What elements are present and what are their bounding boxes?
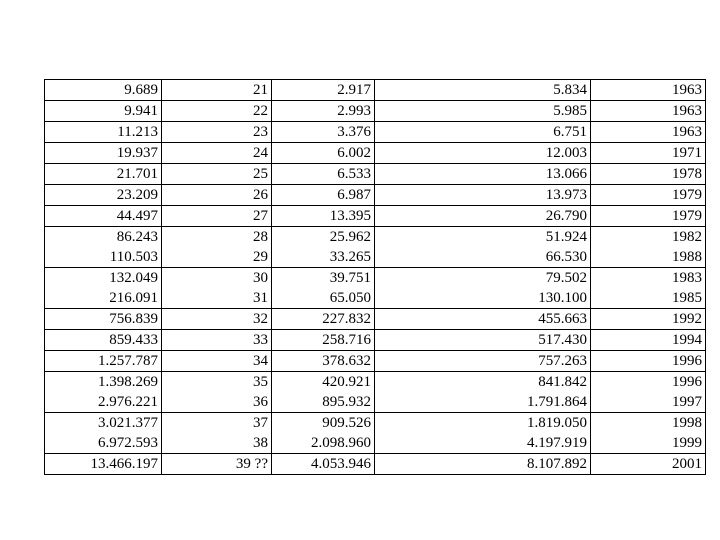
table-cell-col-1-value — [45, 309, 162, 330]
table-cell-col-2-exponent — [162, 454, 272, 475]
table-cell-col-4-value — [375, 454, 591, 475]
cell-text: 32 — [253, 311, 268, 327]
cell-text: 26 — [253, 187, 268, 203]
table-cell-col-3-value — [272, 185, 375, 206]
cell-text: 1978 — [672, 166, 702, 182]
cell-text: 3.376 — [337, 124, 371, 140]
cell-text: 9.941 — [124, 103, 158, 119]
table-cell-col-4-value — [375, 330, 591, 351]
table-row — [45, 80, 706, 101]
table-cell-col-5-year — [591, 309, 706, 330]
cell-text: 6.987 — [337, 187, 371, 203]
table-cell-col-4-value — [375, 351, 591, 372]
cell-text: 9.689 — [124, 82, 158, 98]
table-cell-col-3-value — [272, 309, 375, 330]
cell-text: 1994 — [672, 332, 702, 348]
cell-text: 909.526 — [322, 415, 371, 431]
table-cell-col-5-year — [591, 164, 706, 185]
cell-text: 13.066 — [545, 166, 587, 182]
table-cell-col-3-value — [272, 80, 375, 101]
table-row — [45, 454, 706, 475]
cell-text: 1983 — [672, 270, 702, 286]
cell-text: 5.834 — [553, 82, 587, 98]
table-cell-col-4-value — [375, 80, 591, 101]
cell-text: 34 — [253, 353, 268, 369]
table-cell-col-1-value — [45, 351, 162, 372]
table-cell-col-3-value — [272, 101, 375, 122]
table-cell-col-4-value — [375, 227, 591, 268]
cell-text: 1979 — [672, 208, 702, 224]
cell-text: 258.716 — [322, 332, 371, 348]
table-cell-col-3-value — [272, 164, 375, 185]
table-cell-col-5-year — [591, 330, 706, 351]
cell-text: 21 — [253, 82, 268, 98]
table-cell-col-2-exponent — [162, 372, 272, 413]
table-cell-col-2-exponent — [162, 268, 272, 309]
table-cell-col-2-exponent — [162, 309, 272, 330]
table-cell-col-4-value — [375, 268, 591, 309]
table-cell-col-3-value — [272, 206, 375, 227]
table-cell-col-1-value — [45, 80, 162, 101]
cell-text: 1.819.050 — [527, 415, 587, 431]
table-cell-col-4-value — [375, 309, 591, 330]
table-cell-col-1-value — [45, 268, 162, 309]
cell-text: 1998 — [672, 415, 702, 431]
cell-text: 1.791.864 — [527, 394, 587, 410]
cell-text: 6.002 — [337, 145, 371, 161]
table-cell-col-2-exponent — [162, 185, 272, 206]
table-row — [45, 164, 706, 185]
cell-text: 51.924 — [545, 229, 587, 245]
cell-text: 13.395 — [329, 208, 371, 224]
table-cell-col-2-exponent — [162, 101, 272, 122]
cell-text: 27 — [253, 208, 268, 224]
table-cell-col-1-value — [45, 372, 162, 413]
table-cell-col-1-value — [45, 122, 162, 143]
cell-text: 1963 — [672, 124, 702, 140]
cell-text: 1982 — [672, 229, 702, 245]
table-cell-col-3-value — [272, 330, 375, 351]
cell-text: 28 — [253, 229, 268, 245]
table-row — [45, 413, 706, 454]
table-cell-col-5-year — [591, 122, 706, 143]
table-row — [45, 268, 706, 309]
cell-text: 455.663 — [538, 311, 587, 327]
table-row — [45, 227, 706, 268]
cell-text: 1996 — [672, 374, 702, 390]
table-cell-col-2-exponent — [162, 143, 272, 164]
table-cell-col-3-value — [272, 454, 375, 475]
table-cell-col-5-year — [591, 268, 706, 309]
cell-text: 3.021.377 — [98, 415, 158, 431]
table-cell-col-3-value — [272, 122, 375, 143]
cell-text: 2.098.960 — [311, 435, 371, 451]
cell-text: 24 — [253, 145, 268, 161]
cell-text: 420.921 — [322, 374, 371, 390]
table-row — [45, 372, 706, 413]
table-cell-col-2-exponent — [162, 413, 272, 454]
table-row — [45, 206, 706, 227]
cell-text: 29 — [253, 249, 268, 265]
cell-text: 4.197.919 — [527, 435, 587, 451]
cell-text: 8.107.892 — [527, 456, 587, 472]
cell-text: 2.917 — [337, 82, 371, 98]
cell-text: 1979 — [672, 187, 702, 203]
table-cell-col-2-exponent — [162, 351, 272, 372]
table-row — [45, 351, 706, 372]
table-cell-col-5-year — [591, 413, 706, 454]
cell-text: 35 — [253, 374, 268, 390]
cell-text: 859.433 — [109, 332, 158, 348]
cell-text: 33 — [253, 332, 268, 348]
cell-text: 841.842 — [538, 374, 587, 390]
cell-text: 31 — [253, 290, 268, 306]
cell-text: 2001 — [672, 456, 702, 472]
table-row — [45, 143, 706, 164]
table-cell-col-2-exponent — [162, 206, 272, 227]
cell-text: 1971 — [672, 145, 702, 161]
table-body — [45, 80, 706, 475]
cell-text: 1999 — [672, 435, 702, 451]
table-cell-col-4-value — [375, 122, 591, 143]
cell-text: 23 — [253, 124, 268, 140]
cell-text: 33.265 — [329, 249, 371, 265]
table-row — [45, 101, 706, 122]
cell-text: 25.962 — [329, 229, 371, 245]
cell-text: 65.050 — [329, 290, 371, 306]
cell-text: 79.502 — [545, 270, 587, 286]
table-cell-col-1-value — [45, 454, 162, 475]
cell-text: 5.985 — [553, 103, 587, 119]
table-cell-col-5-year — [591, 351, 706, 372]
table-row — [45, 122, 706, 143]
table-cell-col-4-value — [375, 206, 591, 227]
cell-text: 22 — [253, 103, 268, 119]
cell-text: 378.632 — [322, 353, 371, 369]
table-cell-col-2-exponent — [162, 330, 272, 351]
cell-text: 1988 — [672, 249, 702, 265]
cell-text: 25 — [253, 166, 268, 182]
cell-text: 1963 — [672, 82, 702, 98]
cell-text: 2.993 — [337, 103, 371, 119]
cell-text: 19.937 — [116, 145, 158, 161]
table-cell-col-4-value — [375, 185, 591, 206]
table-cell-col-2-exponent — [162, 227, 272, 268]
cell-text: 1.257.787 — [98, 353, 158, 369]
table-cell-col-1-value — [45, 413, 162, 454]
cell-text: 37 — [253, 415, 268, 431]
table-cell-col-3-value — [272, 372, 375, 413]
cell-text: 130.100 — [538, 290, 587, 306]
cell-text: 216.091 — [109, 290, 158, 306]
cell-text: 6.751 — [553, 124, 587, 140]
table-cell-col-2-exponent — [162, 80, 272, 101]
table-row — [45, 185, 706, 206]
table-cell-col-5-year — [591, 227, 706, 268]
cell-text: 132.049 — [109, 270, 158, 286]
table-cell-col-3-value — [272, 227, 375, 268]
table-cell-col-1-value — [45, 143, 162, 164]
table-cell-col-5-year — [591, 206, 706, 227]
data-table — [44, 79, 706, 475]
table-cell-col-4-value — [375, 164, 591, 185]
table-cell-col-5-year — [591, 372, 706, 413]
table-cell-col-3-value — [272, 268, 375, 309]
cell-text: 86.243 — [116, 229, 158, 245]
table-row — [45, 309, 706, 330]
table-cell-col-1-value — [45, 330, 162, 351]
table-cell-col-1-value — [45, 101, 162, 122]
table-cell-col-1-value — [45, 185, 162, 206]
cell-text: 895.932 — [322, 394, 371, 410]
cell-text: 6.533 — [337, 166, 371, 182]
cell-text: 36 — [253, 394, 268, 410]
cell-text: 1992 — [672, 311, 702, 327]
table-cell-col-5-year — [591, 101, 706, 122]
cell-text: 44.497 — [116, 208, 158, 224]
cell-text: 756.839 — [109, 311, 158, 327]
table-cell-col-5-year — [591, 80, 706, 101]
cell-text: 2.976.221 — [98, 394, 158, 410]
cell-text: 66.530 — [545, 249, 587, 265]
table-cell-col-4-value — [375, 372, 591, 413]
cell-text: 110.503 — [109, 249, 158, 265]
cell-text: 13.973 — [545, 187, 587, 203]
table-cell-col-3-value — [272, 413, 375, 454]
table-cell-col-4-value — [375, 143, 591, 164]
cell-text: 227.832 — [322, 311, 371, 327]
cell-text: 757.263 — [538, 353, 587, 369]
cell-text: 1.398.269 — [98, 374, 158, 390]
cell-text: 30 — [253, 270, 268, 286]
cell-text: 1985 — [672, 290, 702, 306]
table-cell-col-3-value — [272, 351, 375, 372]
cell-text: 12.003 — [545, 145, 587, 161]
table-cell-col-5-year — [591, 185, 706, 206]
table-row — [45, 330, 706, 351]
cell-text: 23.209 — [116, 187, 158, 203]
table-cell-col-4-value — [375, 101, 591, 122]
cell-text: 1963 — [672, 103, 702, 119]
cell-text: 26.790 — [545, 208, 587, 224]
cell-text: 39.751 — [329, 270, 371, 286]
table-cell-col-1-value — [45, 164, 162, 185]
cell-text: 4.053.946 — [311, 456, 371, 472]
table-cell-col-2-exponent — [162, 122, 272, 143]
cell-text: 1996 — [672, 353, 702, 369]
cell-text: 13.466.197 — [90, 456, 158, 472]
table-cell-col-5-year — [591, 454, 706, 475]
cell-text: 21.701 — [116, 166, 158, 182]
cell-text: 39 ?? — [235, 456, 268, 472]
cell-text: 6.972.593 — [98, 435, 158, 451]
table-cell-col-5-year — [591, 143, 706, 164]
table-cell-col-2-exponent — [162, 164, 272, 185]
cell-text: 11.213 — [117, 124, 158, 140]
table-cell-col-3-value — [272, 143, 375, 164]
table-cell-col-4-value — [375, 413, 591, 454]
cell-text: 38 — [253, 435, 268, 451]
cell-text: 517.430 — [538, 332, 587, 348]
table-cell-col-1-value — [45, 227, 162, 268]
table-cell-col-1-value — [45, 206, 162, 227]
cell-text: 1997 — [672, 394, 702, 410]
